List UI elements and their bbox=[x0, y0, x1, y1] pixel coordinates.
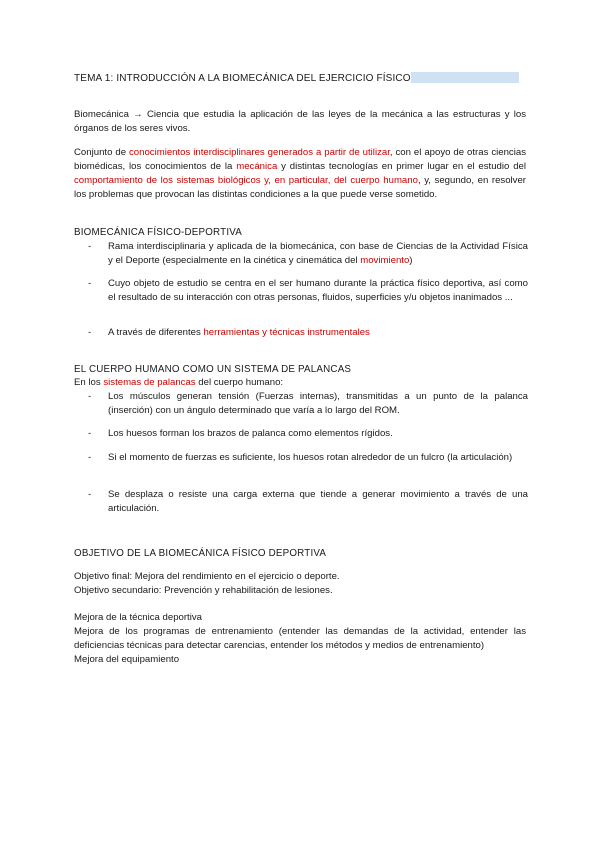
section-heading-bfd: BIOMECÁNICA FÍSICO-DEPORTIVA bbox=[74, 227, 242, 238]
section-heading-objetivo: OBJETIVO DE LA BIOMECÁNICA FÍSICO DEPORTIVA bbox=[74, 548, 327, 559]
objetivo-final: Objetivo final: Mejora del rendimiento en el ejercicio o deporte. bbox=[74, 571, 340, 582]
document-title: TEMA 1: INTRODUCCIÓN A LA BIOMECÁNICA DEL EJERCICIO FÍSICO bbox=[74, 72, 519, 84]
list-item: - Cuyo objeto de estudio se centra en el ser humano durante la práctica físico deportiva, así como el resultado de su interacción con otras personas, fluidos, superficies y/u objetos inanimados ... bbox=[88, 278, 528, 303]
list-item: - A través de diferentes herramientas y técnicas instrumentales bbox=[88, 327, 370, 338]
list-item: - Los huesos forman los brazos de palanca como elementos rígidos. bbox=[88, 428, 393, 439]
title-highlight bbox=[411, 72, 519, 83]
objetivo-secundario: Objetivo secundario: Prevención y rehabilitación de lesiones. bbox=[74, 585, 333, 596]
mejora-equipamiento: Mejora del equipamiento bbox=[74, 654, 180, 665]
list-item: - Si el momento de fuerzas es suficiente, los huesos rotan alrededor de un fulcro (la articulación) bbox=[88, 452, 513, 463]
mejora-tecnica: Mejora de la técnica deportiva bbox=[74, 612, 202, 623]
definition-paragraph: Biomecánica → Ciencia que estudia la aplicación de las leyes de la mecánica a las estructuras y los órganos de los seres vivos. bbox=[74, 109, 526, 134]
section-heading-palancas: EL CUERPO HUMANO COMO UN SISTEMA DE PALANCAS bbox=[74, 364, 352, 375]
list-item: - Rama interdisciplinaria y aplicada de la biomecánica, con base de Ciencias de la Actividad Física y el Deporte (especialmente en la cinética y cinemática del movimiento) bbox=[88, 241, 528, 266]
mejora-programas: Mejora de los programas de entrenamiento (entender las demandas de la actividad, entender las deficiencias técnicas para detectar carencias, entender los métodos y medios de entrenamiento) bbox=[74, 626, 526, 651]
conjunto-paragraph: Conjunto de conocimientos interdisciplinares generados a partir de utilizar, con el apoyo de otras ciencias biomédicas, los conocimientos de la mecánica y distintas tecnologías en primer lugar en el estudio del comportamiento de los sistemas biológicos y, en particular, del cuerpo humano, y, segundo, en resolver los problemas que provocan las distintas condiciones a la que puede verse sometido. bbox=[74, 147, 526, 200]
list-item: - Se desplaza o resiste una carga externa que tiende a generar movimiento a través de una articulación. bbox=[88, 489, 528, 514]
palancas-intro: En los sistemas de palancas del cuerpo humano: bbox=[74, 377, 284, 388]
list-item: - Los músculos generan tensión (Fuerzas internas), transmitidas a un punto de la palanca (inserción) con un ángulo determinado que varía a lo largo del ROM. bbox=[88, 391, 528, 416]
